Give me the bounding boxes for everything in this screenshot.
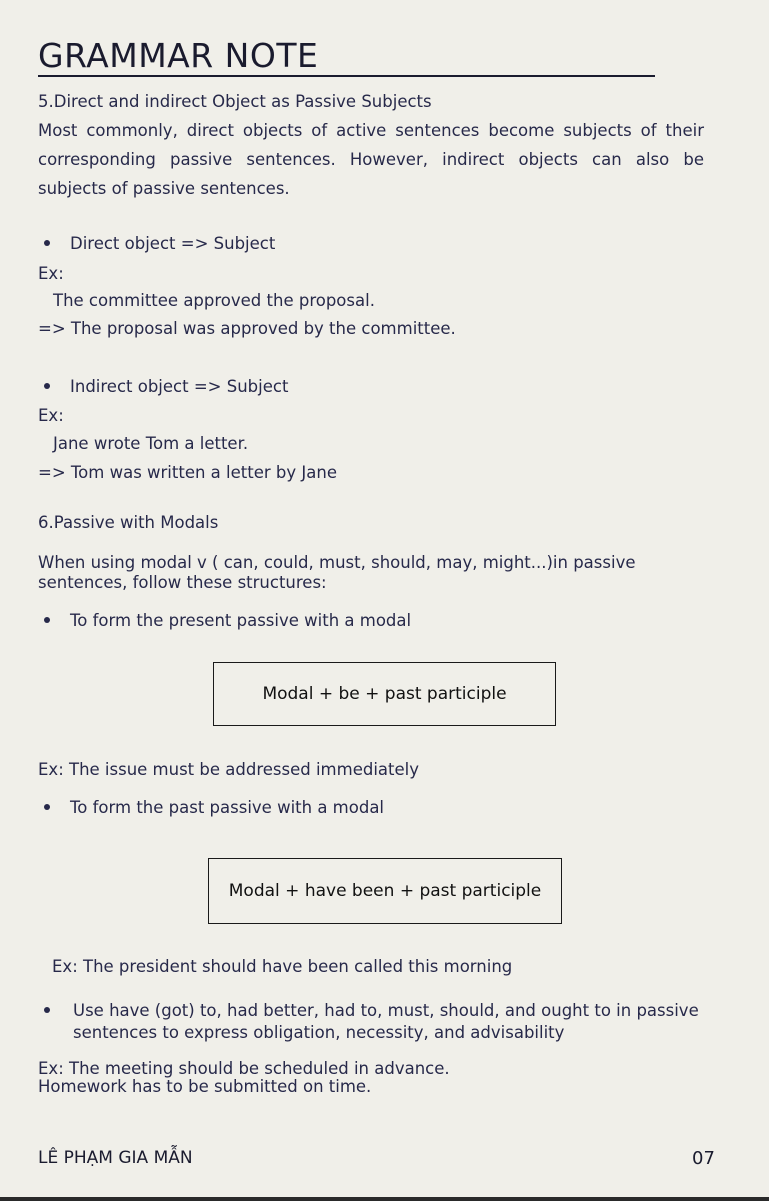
example-obligation-line-2: Homework has to be submitted on time. — [38, 1077, 372, 1096]
example-present-passive: Ex: The issue must be addressed immediately — [38, 760, 419, 779]
author-name: LÊ PHẠM GIA MẪN — [38, 1148, 193, 1168]
bullet-icon — [44, 1007, 50, 1013]
formula-box-past — [208, 858, 562, 924]
bullet-icon — [44, 240, 50, 246]
bullet-icon — [44, 383, 50, 389]
example-active-sentence: Jane wrote Tom a letter. — [53, 434, 249, 453]
example-past-passive: Ex: The president should have been called this morning — [52, 957, 513, 976]
bullet-present-passive — [44, 611, 411, 630]
bullet-text: Direct object => Subject — [70, 234, 276, 253]
title-underline — [38, 75, 655, 77]
formula-box-present — [213, 662, 556, 726]
bullet-direct-object — [44, 234, 275, 253]
formula-text: Modal + be + past participle — [262, 684, 507, 704]
bullet-text: Indirect object => Subject — [70, 377, 289, 396]
bottom-border — [0, 1197, 769, 1201]
example-passive-sentence: => Tom was written a letter by Jane — [38, 463, 337, 482]
example-active-sentence: The committee approved the proposal. — [53, 291, 375, 310]
section-5-heading: 5.Direct and indirect Object as Passive Subjects — [38, 92, 432, 111]
bullet-text: To form the past passive with a modal — [70, 798, 385, 817]
example-obligation-line-1: Ex: The meeting should be scheduled in advance. — [38, 1059, 450, 1078]
section-5-paragraph: Most commonly, direct objects of active sentences become subjects of their corresponding passive sentences. However, indirect objects can also be subjects of passive sentences. — [38, 121, 704, 198]
bullet-icon — [44, 804, 50, 810]
bullet-indirect-object — [44, 377, 288, 396]
example-label: Ex: — [38, 264, 64, 283]
bullet-icon — [44, 617, 50, 623]
section-6-heading: 6.Passive with Modals — [38, 513, 219, 532]
section-6-intro: When using modal v ( can, could, must, should, may, might...)in passive sentences, follow these structures: — [38, 553, 636, 592]
formula-text: Modal + have been + past participle — [228, 881, 542, 901]
example-passive-sentence: => The proposal was approved by the committee. — [38, 319, 456, 338]
bullet-obligation — [44, 1000, 714, 1044]
example-label: Ex: — [38, 406, 64, 425]
bullet-text: Use have (got) to, had better, had to, must, should, and ought to in passive sentences to express obligation, necessity, and advisability — [73, 1001, 699, 1042]
bullet-past-passive — [44, 798, 384, 817]
bullet-text: To form the present passive with a modal — [70, 611, 412, 630]
page-title: GRAMMAR NOTE — [38, 36, 319, 75]
page-number: 07 — [692, 1148, 715, 1169]
